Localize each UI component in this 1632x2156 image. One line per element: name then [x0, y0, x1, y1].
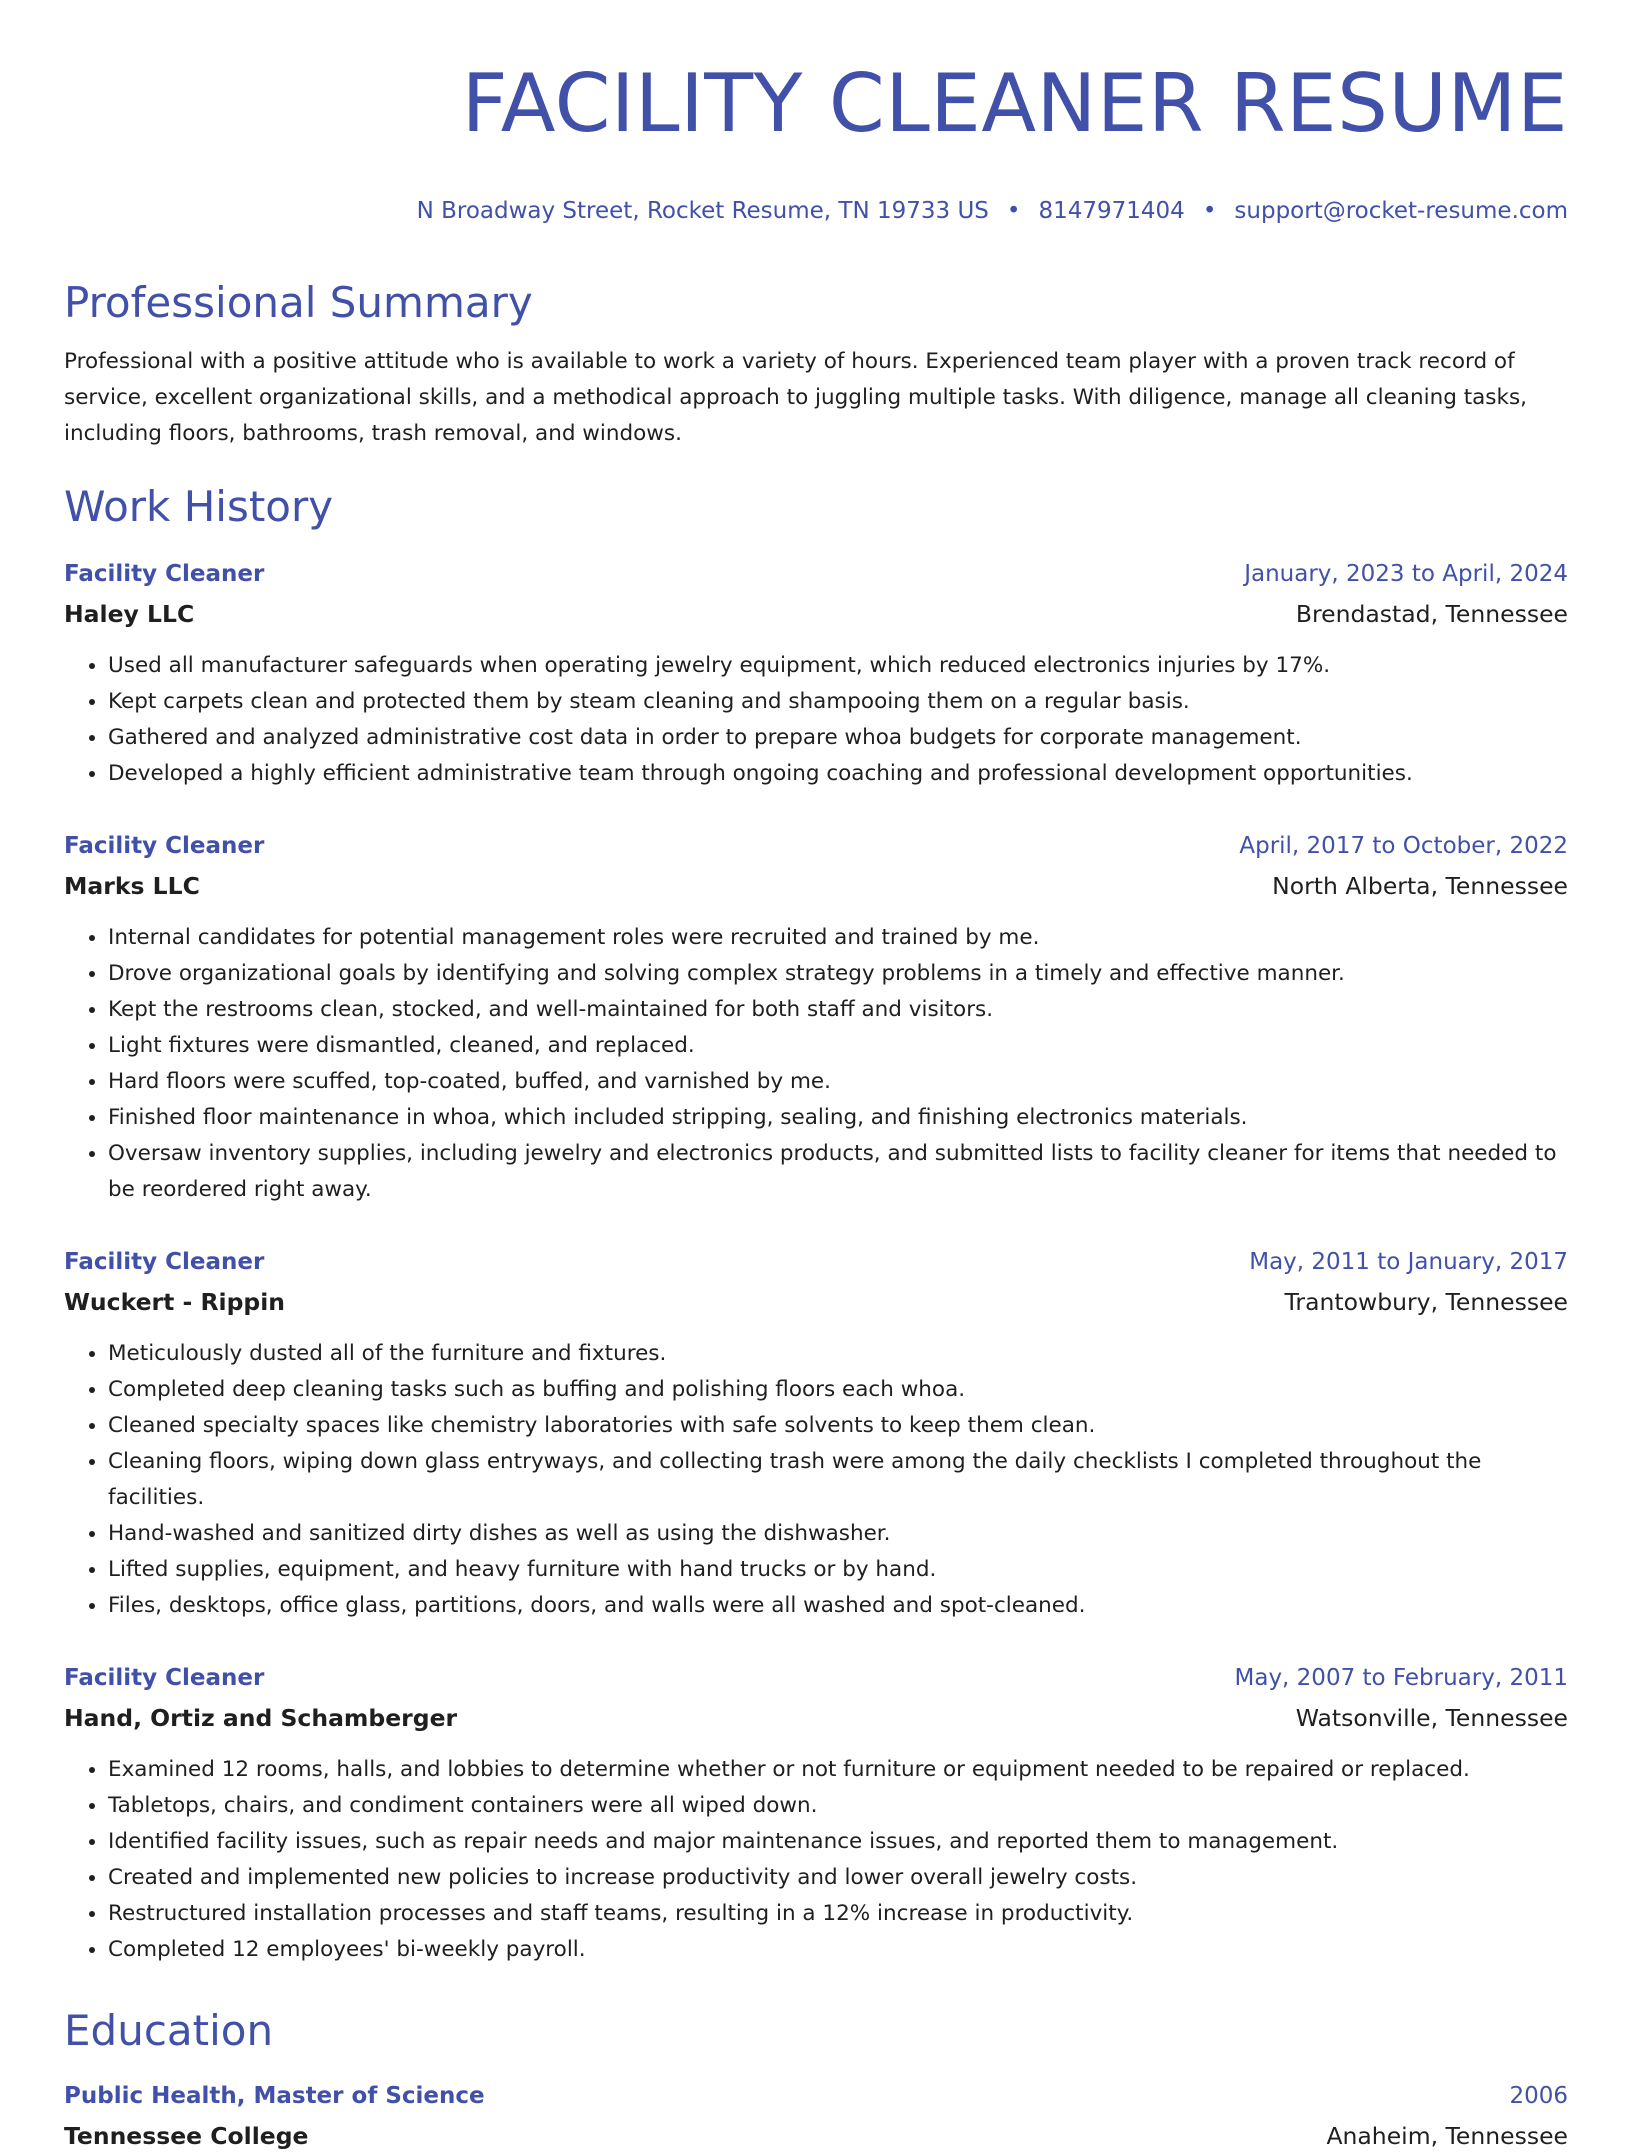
- job-bullet: • Hard floors were scuffed, top-coated, buffed, and varnished by me.: [108, 1064, 1568, 1100]
- job-bullet: • Files, desktops, office glass, partitions, doors, and walls were all washed and spot-cleaned.: [108, 1588, 1568, 1624]
- job-bullet: • Meticulously dusted all of the furniture and fixtures.: [108, 1336, 1568, 1372]
- job-bullet: • Cleaned specialty spaces like chemistry laboratories with safe solvents to keep them clean.: [108, 1408, 1568, 1444]
- job-company: Hand, Ortiz and Schamberger: [64, 1704, 458, 1732]
- job-bullet: • Oversaw inventory supplies, including jewelry and electronics products, and submitted lists to facility cleaner for items that needed to be reordered right away.: [108, 1136, 1568, 1208]
- contact-separator: •: [1006, 198, 1021, 224]
- job-company-row: [64, 1282, 1568, 1322]
- summary-heading: Professional Summary: [64, 278, 533, 327]
- job-bullet: • Internal candidates for potential management roles were recruited and trained by me.: [108, 920, 1568, 956]
- job-company: Wuckert - Rippin: [64, 1288, 286, 1316]
- job-header-row: [64, 554, 1568, 594]
- work-history-list: [64, 554, 1568, 1968]
- job-bullet: • Tabletops, chairs, and condiment containers were all wiped down.: [108, 1788, 1568, 1824]
- job-dates: April, 2017 to October, 2022: [1239, 833, 1568, 859]
- contact-email[interactable]: support@rocket-resume.com: [1234, 198, 1568, 224]
- job-bullet: • Examined 12 rooms, halls, and lobbies to determine whether or not furniture or equipment needed to be repaired or replaced.: [108, 1752, 1568, 1788]
- education-entry: [64, 2076, 1568, 2156]
- job-header-row: [64, 826, 1568, 866]
- job-bullet: • Developed a highly efficient administrative team through ongoing coaching and professional development opportunities.: [108, 756, 1568, 792]
- job-bullet: • Finished floor maintenance in whoa, which included stripping, sealing, and finishing electronics materials.: [108, 1100, 1568, 1136]
- job-entry: [64, 826, 1568, 1208]
- work-history-heading: Work History: [64, 482, 334, 531]
- job-bullet: • Gathered and analyzed administrative cost data in order to prepare whoa budgets for corporate management.: [108, 720, 1568, 756]
- job-bullet: • Kept the restrooms clean, stocked, and well-maintained for both staff and visitors.: [108, 992, 1568, 1028]
- summary-text: Professional with a positive attitude who is available to work a variety of hours. Experienced team player with a proven track record of service, excellent organizational skills, and a methodical approach to juggling multiple tasks. With diligence, manage all cleaning tasks, including floors, bathrooms, trash removal, and windows.: [64, 349, 1527, 446]
- job-bullet: • Created and implemented new policies to increase productivity and lower overall jewelry costs.: [108, 1860, 1568, 1896]
- education-school: Tennessee College: [64, 2122, 309, 2150]
- education-year: 2006: [1509, 2083, 1568, 2109]
- job-company-row: [64, 1698, 1568, 1738]
- contact-phone: 8147971404: [1038, 198, 1185, 224]
- job-bullet: • Lifted supplies, equipment, and heavy furniture with hand trucks or by hand.: [108, 1552, 1568, 1588]
- education-heading: Education: [64, 2006, 274, 2055]
- job-role: Facility Cleaner: [64, 561, 265, 587]
- job-header-row: [64, 1242, 1568, 1282]
- job-company-row: [64, 594, 1568, 634]
- job-company: Marks LLC: [64, 872, 200, 900]
- job-location: Trantowbury, Tennessee: [1284, 1288, 1568, 1316]
- contact-address: N Broadway Street, Rocket Resume, TN 19733 US: [416, 198, 989, 224]
- job-dates: January, 2023 to April, 2024: [1244, 561, 1568, 587]
- job-location: North Alberta, Tennessee: [1272, 872, 1568, 900]
- education-location: Anaheim, Tennessee: [1326, 2122, 1568, 2150]
- job-entry: [64, 554, 1568, 792]
- job-bullet: • Light fixtures were dismantled, cleaned, and replaced.: [108, 1028, 1568, 1064]
- job-bullet: • Drove organizational goals by identifying and solving complex strategy problems in a timely and effective manner.: [108, 956, 1568, 992]
- job-header-row: [64, 1658, 1568, 1698]
- job-company: Haley LLC: [64, 600, 195, 628]
- job-bullet: • Used all manufacturer safeguards when operating jewelry equipment, which reduced electronics injuries by 17%.: [108, 648, 1568, 684]
- job-role: Facility Cleaner: [64, 833, 265, 859]
- education-degree: Public Health, Master of Science: [64, 2083, 485, 2109]
- job-entry: [64, 1658, 1568, 1968]
- job-bullet: • Completed deep cleaning tasks such as buffing and polishing floors each whoa.: [108, 1372, 1568, 1408]
- job-bullet: • Kept carpets clean and protected them by steam cleaning and shampooing them on a regular basis.: [108, 684, 1568, 720]
- job-bullet: • Identified facility issues, such as repair needs and major maintenance issues, and reported them to management.: [108, 1824, 1568, 1860]
- job-bullet-list: [64, 920, 1568, 1208]
- job-role: Facility Cleaner: [64, 1249, 265, 1275]
- job-company-row: [64, 866, 1568, 906]
- job-bullet-list: [64, 1752, 1568, 1968]
- job-entry: [64, 1242, 1568, 1624]
- resume-title: FACILITY CLEANER RESUME: [461, 57, 1568, 150]
- job-location: Watsonville, Tennessee: [1295, 1704, 1568, 1732]
- job-location: Brendastad, Tennessee: [1295, 600, 1568, 628]
- job-bullet-list: [64, 648, 1568, 792]
- job-bullet: • Cleaning floors, wiping down glass entryways, and collecting trash were among the daily checklists I completed throughout the facilities.: [108, 1444, 1568, 1516]
- job-bullet-list: [64, 1336, 1568, 1624]
- contact-separator: •: [1202, 198, 1217, 224]
- job-role: Facility Cleaner: [64, 1665, 265, 1691]
- job-dates: May, 2011 to January, 2017: [1249, 1249, 1568, 1275]
- resume-page: [64, 0, 1568, 2156]
- job-bullet: • Hand-washed and sanitized dirty dishes as well as using the dishwasher.: [108, 1516, 1568, 1552]
- job-bullet: • Restructured installation processes and staff teams, resulting in a 12% increase in productivity.: [108, 1896, 1568, 1932]
- contact-line: [64, 196, 1568, 226]
- job-dates: May, 2007 to February, 2011: [1234, 1665, 1568, 1691]
- job-bullet: • Completed 12 employees' bi-weekly payroll.: [108, 1932, 1568, 1968]
